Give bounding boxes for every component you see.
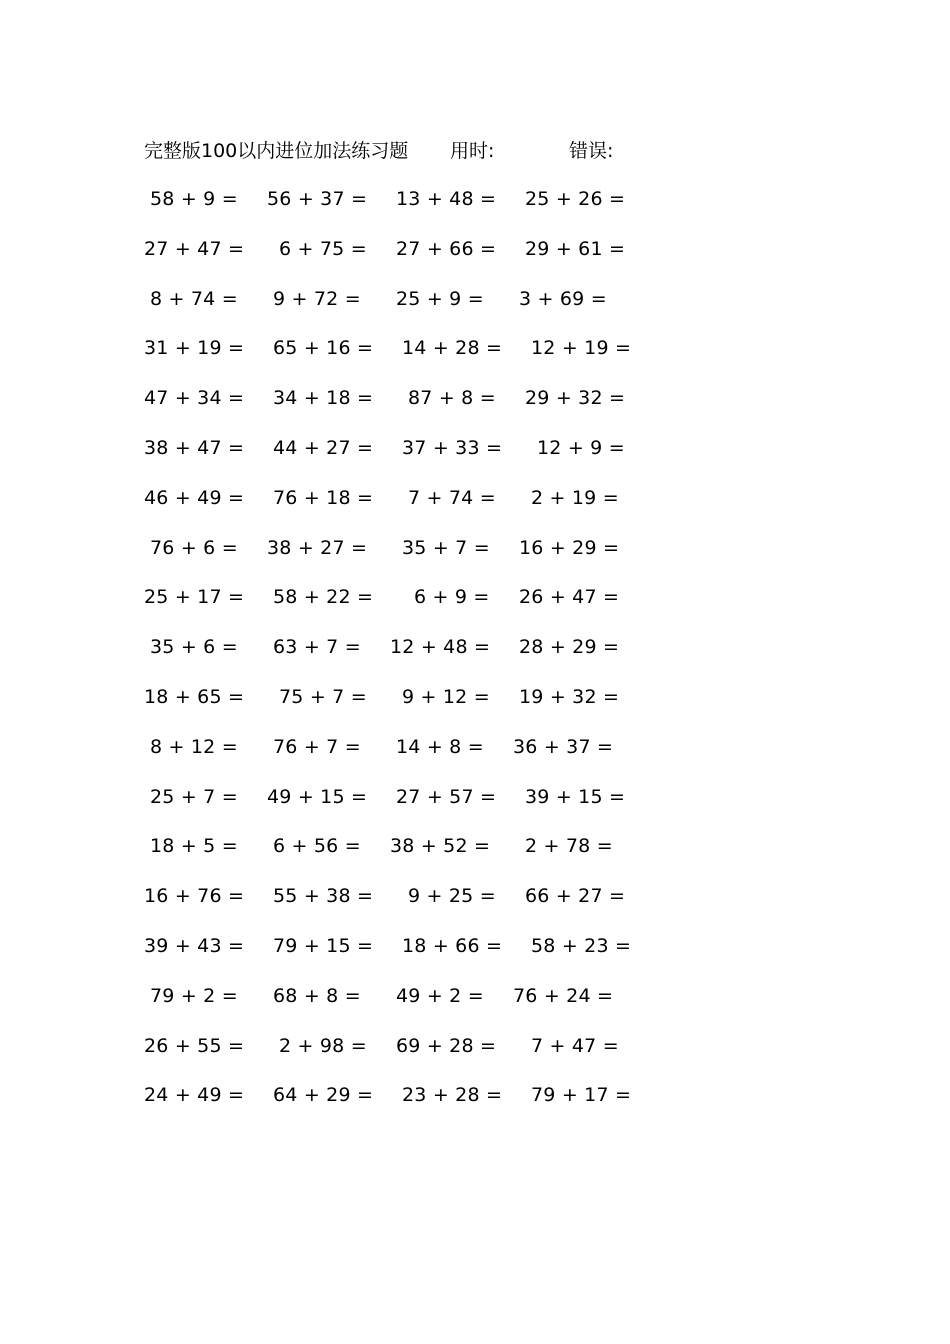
addition-problem: 35 + 6 = (150, 636, 238, 659)
problem-row (0, 882, 950, 932)
problem-row (0, 783, 950, 833)
addition-problem: 49 + 2 = (396, 984, 484, 1007)
addition-problem: 38 + 47 = (144, 436, 245, 459)
addition-problem: 3 + 69 = (519, 287, 607, 310)
problem-row (0, 334, 950, 384)
addition-problem: 6 + 9 = (414, 586, 490, 609)
addition-problem: 76 + 6 = (150, 536, 238, 559)
addition-problem: 79 + 17 = (531, 1084, 632, 1107)
addition-problem: 7 + 47 = (531, 1034, 619, 1057)
addition-problem: 18 + 5 = (150, 835, 238, 858)
addition-problem: 58 + 9 = (150, 188, 238, 210)
addition-problem: 9 + 72 = (273, 287, 361, 310)
addition-problem: 25 + 26 = (525, 188, 626, 210)
problem-row (0, 982, 950, 1032)
addition-problem: 12 + 48 = (390, 636, 491, 659)
addition-problem: 6 + 56 = (273, 835, 361, 858)
addition-problem: 69 + 28 = (396, 1034, 497, 1057)
addition-problem: 47 + 34 = (144, 387, 245, 410)
addition-problem: 27 + 47 = (144, 237, 245, 260)
addition-problem: 16 + 76 = (144, 885, 245, 908)
addition-problem: 28 + 29 = (519, 636, 620, 659)
addition-problem: 76 + 18 = (273, 486, 374, 509)
addition-problem: 38 + 52 = (390, 835, 491, 858)
addition-problem: 2 + 98 = (279, 1034, 367, 1057)
problem-row (0, 583, 950, 633)
addition-problem: 44 + 27 = (273, 436, 374, 459)
problem-row (0, 832, 950, 882)
addition-problem: 12 + 9 = (537, 436, 625, 459)
addition-problem: 56 + 37 = (267, 188, 368, 210)
addition-problem: 55 + 38 = (273, 885, 374, 908)
addition-problem: 9 + 12 = (402, 685, 490, 708)
addition-problem: 65 + 16 = (273, 337, 374, 360)
addition-problem: 31 + 19 = (144, 337, 245, 360)
addition-problem: 64 + 29 = (273, 1084, 374, 1107)
addition-problem: 13 + 48 = (396, 188, 497, 210)
time-used-label: 用时: (450, 140, 495, 162)
addition-problem: 35 + 7 = (402, 536, 490, 559)
addition-problem: 8 + 12 = (150, 735, 238, 758)
problem-row (0, 484, 950, 534)
addition-problem: 38 + 27 = (267, 536, 368, 559)
error-count-label: 错误: (569, 140, 614, 162)
addition-problem: 12 + 19 = (531, 337, 632, 360)
addition-problem: 39 + 43 = (144, 934, 245, 957)
problem-row (0, 285, 950, 335)
addition-problem: 18 + 65 = (144, 685, 245, 708)
worksheet-header (144, 137, 644, 165)
addition-problem: 29 + 32 = (525, 387, 626, 410)
addition-problem: 76 + 7 = (273, 735, 361, 758)
addition-problem: 63 + 7 = (273, 636, 361, 659)
addition-problem: 6 + 75 = (279, 237, 367, 260)
addition-problem: 23 + 28 = (402, 1084, 503, 1107)
problem-row (0, 534, 950, 584)
addition-problem: 19 + 32 = (519, 685, 620, 708)
problem-row (0, 235, 950, 285)
addition-problem: 8 + 74 = (150, 287, 238, 310)
addition-problem: 25 + 17 = (144, 586, 245, 609)
addition-problem: 14 + 8 = (396, 735, 484, 758)
addition-problem: 34 + 18 = (273, 387, 374, 410)
addition-problem: 46 + 49 = (144, 486, 245, 509)
worksheet-title: 完整版100以内进位加法练习题 (144, 140, 409, 162)
addition-problem: 2 + 78 = (525, 835, 613, 858)
problem-row (0, 1032, 950, 1082)
problem-row (0, 185, 950, 235)
problem-row (0, 683, 950, 733)
problem-row (0, 434, 950, 484)
problem-row (0, 1081, 950, 1131)
problem-grid (0, 185, 950, 1131)
addition-problem: 39 + 15 = (525, 785, 626, 808)
addition-problem: 66 + 27 = (525, 885, 626, 908)
addition-problem: 18 + 66 = (402, 934, 503, 957)
addition-problem: 49 + 15 = (267, 785, 368, 808)
addition-problem: 58 + 22 = (273, 586, 374, 609)
addition-problem: 68 + 8 = (273, 984, 361, 1007)
addition-problem: 27 + 66 = (396, 237, 497, 260)
addition-problem: 7 + 74 = (408, 486, 496, 509)
addition-problem: 37 + 33 = (402, 436, 503, 459)
addition-problem: 25 + 7 = (150, 785, 238, 808)
addition-problem: 25 + 9 = (396, 287, 484, 310)
addition-problem: 36 + 37 = (513, 735, 614, 758)
addition-problem: 29 + 61 = (525, 237, 626, 260)
addition-problem: 26 + 47 = (519, 586, 620, 609)
addition-problem: 75 + 7 = (279, 685, 367, 708)
addition-problem: 2 + 19 = (531, 486, 619, 509)
addition-problem: 24 + 49 = (144, 1084, 245, 1107)
problem-row (0, 932, 950, 982)
problem-row (0, 633, 950, 683)
addition-problem: 16 + 29 = (519, 536, 620, 559)
addition-problem: 79 + 2 = (150, 984, 238, 1007)
addition-problem: 14 + 28 = (402, 337, 503, 360)
addition-problem: 79 + 15 = (273, 934, 374, 957)
problem-row (0, 733, 950, 783)
addition-problem: 58 + 23 = (531, 934, 632, 957)
problem-row (0, 384, 950, 434)
addition-problem: 26 + 55 = (144, 1034, 245, 1057)
addition-problem: 76 + 24 = (513, 984, 614, 1007)
addition-problem: 27 + 57 = (396, 785, 497, 808)
addition-problem: 87 + 8 = (408, 387, 496, 410)
addition-problem: 9 + 25 = (408, 885, 496, 908)
